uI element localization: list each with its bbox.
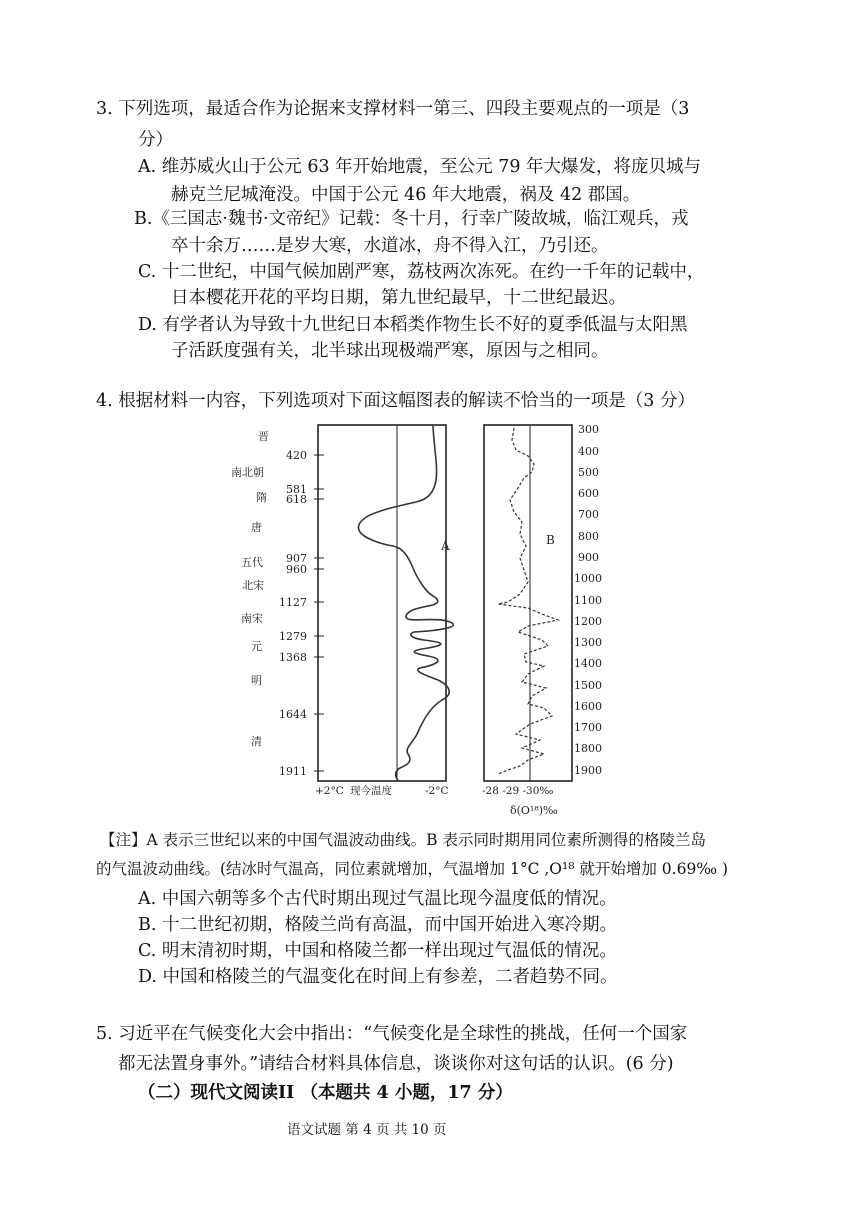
b-axis-tick: 300 [578, 423, 599, 436]
dynasty-label: 南宋 [241, 612, 263, 625]
year-tick: 1127 [279, 596, 307, 609]
dynasty-label: 北宋 [242, 579, 264, 592]
dynasty-label: 南北朝 [231, 466, 264, 479]
year-tick: 618 [286, 493, 307, 506]
q4-option-c: C. 明末清初时期，中国和格陵兰都一样出现过气温低的情况。 [138, 941, 617, 961]
panel-b-label: B [546, 533, 555, 547]
q4-option-a: A. 中国六朝等多个古代时期出现过气温比现今温度低的情况。 [138, 889, 617, 909]
b-axis-tick: 1400 [574, 657, 602, 670]
year-tick: 907 [286, 552, 307, 565]
year-tick: 581 [286, 483, 307, 496]
b-axis-tick: 800 [578, 530, 599, 543]
b-axis-unit: δ(O¹⁸)‰ [510, 804, 558, 817]
b-axis-tick: 1300 [574, 636, 602, 649]
year-tick: 1644 [279, 708, 307, 721]
q4-option-b: B. 十二世纪初期，格陵兰尚有高温，而中国开始进入寒冷期。 [138, 915, 617, 935]
dynasty-label: 五代 [241, 556, 263, 569]
year-tick: 1279 [279, 630, 307, 643]
dynasty-label: 隋 [256, 491, 267, 504]
b-axis-tick: 700 [578, 508, 599, 521]
page-footer: 语文试题 第 4 页 共 10 页 [287, 1122, 447, 1138]
dynasty-label: 唐 [251, 521, 262, 534]
climate-figure [228, 418, 628, 825]
year-tick: 1368 [279, 651, 307, 664]
b-axis-tick: 1100 [574, 594, 602, 607]
b-axis-tick: 1000 [574, 572, 602, 585]
q3-option-b: B.《三国志·魏书·文帝纪》记载：冬十月，行幸广陵故城，临江观兵，戎 [134, 209, 689, 229]
a-axis-mid: 现今温度 [350, 785, 392, 797]
dynasty-label: 元 [251, 640, 262, 653]
q5-stem-cont: 都无法置身事外。”请结合材料具体信息，谈谈你对这句话的认识。(6 分) [118, 1054, 674, 1074]
q4-option-d: D. 中国和格陵兰的气温变化在时间上有参差，二者趋势不同。 [138, 967, 618, 987]
b-axis-tick: 1800 [574, 742, 602, 755]
q3-option-d: D. 有学者认为导致十九世纪日本稻类作物生长不好的夏季低温与太阳黑 [138, 315, 688, 335]
panel-a-curve [358, 426, 453, 780]
b-axis-tick: 900 [578, 551, 599, 564]
b-axis-bottom: -28 -29 -30‰ [482, 785, 554, 797]
b-axis-tick: 400 [578, 445, 599, 458]
b-axis-tick: 1500 [574, 679, 602, 692]
panel-b-curve [498, 428, 558, 774]
q3-stem-cont: 分） [138, 130, 173, 150]
q3-option-c: C. 十二世纪，中国气候加剧严寒，荔枝两次冻死。在约一千年的记载中， [138, 262, 705, 282]
panel-a-label: A [441, 539, 450, 553]
year-tick: 1911 [279, 765, 307, 778]
q4-note: 【注】A 表示三世纪以来的中国气温波动曲线。B 表示同时期用同位素所测得的格陵兰岛 [100, 831, 706, 849]
q3-stem: 3. 下列选项，最适合作为论据来支撑材料一第三、四段主要观点的一项是（3 [96, 99, 690, 119]
q3-option-a-cont: 赫克兰尼城淹没。中国于公元 46 年大地震，祸及 42 郡国。 [171, 185, 641, 205]
b-axis-tick: 1600 [574, 700, 602, 713]
year-tick: 960 [286, 563, 307, 576]
b-axis-tick: 1200 [574, 615, 602, 628]
dynasty-label: 清 [251, 735, 262, 748]
q4-stem: 4. 根据材料一内容，下列选项对下面这幅图表的解读不恰当的一项是（3 分） [96, 391, 695, 411]
dynasty-label: 晋 [258, 430, 269, 443]
b-axis-tick: 1700 [574, 721, 602, 734]
b-axis-tick: 600 [578, 487, 599, 500]
q3-option-d-cont: 子活跃度强有关，北半球出现极端严寒，原因与之相同。 [171, 341, 609, 361]
section-heading: （二）现代文阅读II （本题共 4 小题，17 分） [138, 1083, 513, 1103]
a-axis-right: -2°C [425, 785, 449, 797]
q5-stem: 5. 习近平在气候变化大会中指出：“气候变化是全球性的挑战，任何一个国家 [96, 1024, 688, 1044]
panel-a-frame [318, 425, 446, 781]
q3-option-c-cont: 日本樱花开花的平均日期，第九世纪最早，十二世纪最迟。 [171, 288, 626, 308]
panel-b-frame [484, 425, 572, 781]
b-axis-tick: 1900 [574, 764, 602, 777]
q4-note-cont: 的气温波动曲线。(结冰时气温高，同位素就增加，气温增加 1°C ,O¹⁸ 就开始增加 0.69‰ ) [96, 860, 729, 878]
dynasty-label: 明 [251, 674, 262, 687]
b-axis-tick: 500 [578, 466, 599, 479]
year-tick: 420 [286, 449, 307, 462]
q3-option-a: A. 维苏威火山于公元 63 年开始地震，至公元 79 年大爆发，将庞贝城与 [138, 157, 702, 177]
a-axis-left: +2°C [315, 785, 344, 797]
q3-option-b-cont: 卒十余万……是岁大寒，水道冰，舟不得入江，乃引还。 [171, 236, 609, 256]
